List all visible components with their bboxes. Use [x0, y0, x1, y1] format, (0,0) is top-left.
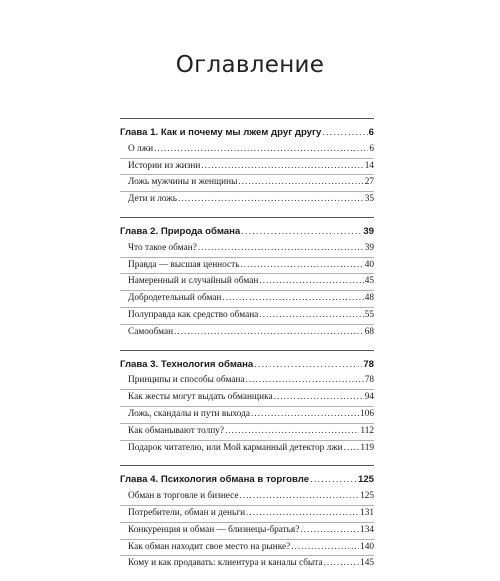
page-number: 39	[364, 242, 374, 253]
dot-leader	[238, 175, 363, 191]
dot-leader	[241, 224, 362, 240]
toc-entry[interactable]	[120, 158, 374, 175]
dot-leader	[240, 489, 360, 505]
page-number: 134	[360, 524, 374, 535]
dot-leader	[291, 540, 359, 556]
dot-leader	[274, 390, 364, 406]
table-of-contents	[120, 118, 374, 581]
entry-title: Правда — высшая ценность	[128, 259, 240, 270]
toc-entry[interactable]	[120, 406, 374, 423]
chapter-title: Глава 4. Психология обмана в торговле	[120, 474, 310, 486]
toc-entry[interactable]	[120, 522, 374, 539]
page-number: 6	[368, 127, 374, 138]
entry-title: Ложь мужчины и женщины	[128, 177, 238, 188]
toc-entry[interactable]	[120, 324, 374, 341]
dot-leader	[324, 556, 359, 572]
page-number: 45	[364, 276, 374, 287]
page-number: 39	[363, 225, 374, 237]
page-number: 112	[360, 425, 374, 436]
page-number: 40	[364, 259, 374, 270]
page-number: 78	[364, 375, 374, 386]
dot-leader	[344, 441, 360, 457]
entry-title: Как жесты могут выдать обманщика	[128, 392, 273, 403]
page-number: 55	[364, 309, 374, 320]
toc-entry[interactable]	[120, 539, 374, 556]
chapter-3	[120, 350, 374, 457]
page-number: 78	[363, 358, 374, 370]
entry-title: Ложь, скандалы и пути выхода	[128, 408, 251, 419]
entry-title: Самообман	[128, 326, 174, 337]
entry-title: Истории из жизни	[128, 160, 201, 171]
dot-leader	[154, 142, 368, 158]
chapter-title: Глава 3. Технология обмана	[120, 358, 254, 370]
entry-title: Конкуренция и обман — близнецы-братья?	[128, 524, 300, 535]
chapter-4	[120, 465, 374, 572]
page-number: 14	[364, 160, 374, 171]
dot-leader	[240, 258, 363, 274]
toc-entry[interactable]	[120, 257, 374, 274]
toc-entry[interactable]	[120, 174, 374, 191]
toc-entry[interactable]	[120, 142, 374, 158]
toc-entry[interactable]	[120, 440, 374, 457]
entry-title: Принципы и способы обмана	[128, 375, 245, 386]
entry-title: Кому и как продавать: клиентура и каналы сбыта	[128, 558, 323, 569]
entry-title: Как обман находит свое место на рынке?	[128, 541, 291, 552]
dot-leader	[201, 159, 363, 175]
entry-title: Намеренный и случайный обман	[128, 276, 259, 287]
page-number: 6	[369, 143, 374, 154]
dot-leader	[198, 241, 364, 257]
chapter-2	[120, 217, 374, 341]
entry-title: Обман в торговле и бизнесе	[128, 491, 239, 502]
page-number: 125	[360, 491, 374, 502]
page-number: 140	[360, 541, 374, 552]
chapter-heading[interactable]	[120, 357, 374, 373]
toc-entry[interactable]	[120, 191, 374, 208]
page-number: 94	[364, 392, 374, 403]
dot-leader	[300, 523, 359, 539]
toc-entry[interactable]	[120, 423, 374, 440]
chapter-title: Глава 2. Природа обмана	[120, 225, 241, 237]
entry-title: Как обманывают толпу?	[128, 425, 224, 436]
page-number: 27	[364, 177, 374, 188]
dot-leader	[225, 424, 359, 440]
toc-entry[interactable]	[120, 389, 374, 406]
toc-entry[interactable]	[120, 273, 374, 290]
toc-entry[interactable]	[120, 290, 374, 307]
toc-entry[interactable]	[120, 373, 374, 389]
page-number: 131	[360, 507, 374, 518]
entry-title: Полуправда как средство обмана	[128, 309, 259, 320]
toc-entry[interactable]	[120, 489, 374, 505]
toc-entry[interactable]	[120, 241, 374, 257]
page-number: 68	[364, 326, 374, 337]
toc-entry[interactable]	[120, 307, 374, 324]
entry-title: Подарок читателю, или Мой карманный детектор лжи	[128, 442, 343, 453]
dot-leader	[310, 472, 357, 488]
page-number: 106	[360, 408, 374, 419]
dot-leader	[251, 407, 359, 423]
chapter-heading[interactable]	[120, 224, 374, 240]
page-number: 119	[360, 442, 374, 453]
entry-title: Дети и ложь	[128, 194, 177, 205]
entry-title: Что такое обман?	[128, 242, 197, 253]
dot-leader	[254, 357, 362, 373]
page-number: 48	[364, 293, 374, 304]
dot-leader	[174, 325, 364, 341]
page-number: 145	[360, 558, 374, 569]
chapter-heading[interactable]	[120, 125, 374, 141]
entry-title: Добродетельный обман	[128, 293, 222, 304]
dot-leader	[246, 373, 364, 389]
dot-leader	[259, 308, 363, 324]
dot-leader	[259, 274, 363, 290]
dot-leader	[322, 125, 367, 141]
entry-title: Потребители, обман и деньги	[128, 507, 246, 518]
dot-leader	[246, 506, 359, 522]
page-title: Оглавление	[175, 52, 325, 78]
chapter-1	[120, 118, 374, 208]
dot-leader	[178, 192, 364, 208]
toc-entry[interactable]	[120, 555, 374, 572]
chapter-heading[interactable]	[120, 472, 374, 488]
page-number: 35	[364, 194, 374, 205]
entry-title: О лжи	[128, 143, 154, 154]
toc-entry[interactable]	[120, 505, 374, 522]
chapter-title: Глава 1. Как и почему мы лжем друг другу	[120, 127, 322, 138]
page-number: 125	[357, 474, 374, 486]
dot-leader	[222, 291, 363, 307]
